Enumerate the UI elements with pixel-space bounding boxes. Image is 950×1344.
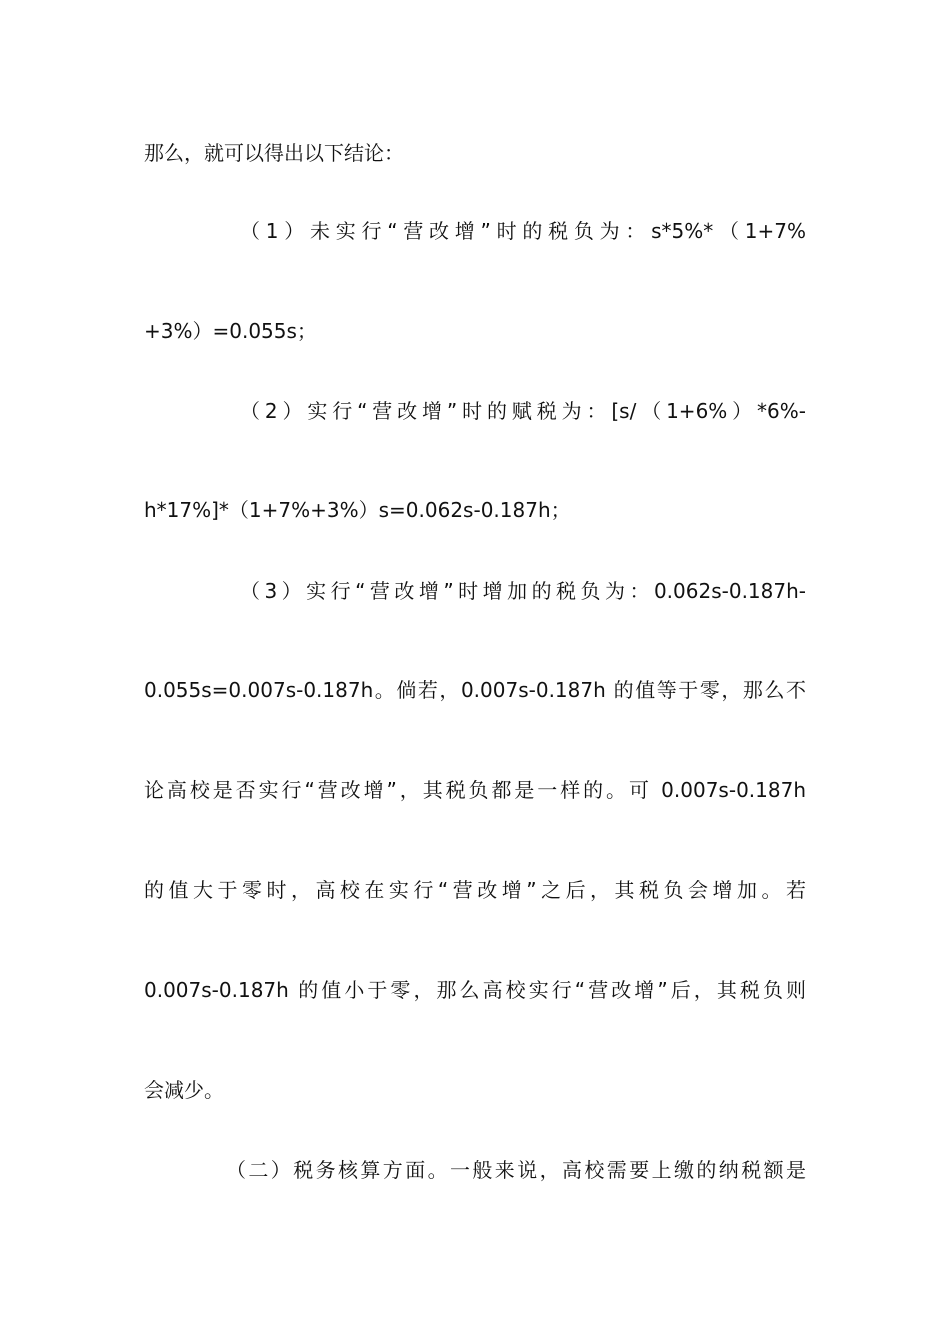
paragraph-line-2: （1）未实行“营改增”时的税负为：s*5%*（1+7% [240,219,806,243]
paragraph-line-10: 0.007s-0.187h 的值小于零，那么高校实行“营改增”后，其税负则 [144,978,806,1002]
paragraph-line-6: （3）实行“营改增”时增加的税负为：0.062s-0.187h- [240,579,806,603]
paragraph-line-9: 的值大于零时，高校在实行“营改增”之后，其税负会增加。若 [144,878,806,902]
paragraph-line-4: （2）实行“营改增”时的赋税为：[s/（1+6%）*6%- [240,399,806,423]
paragraph-line-3: +3%）=0.055s； [144,319,317,343]
paragraph-line-5: h*17%]*（1+7%+3%）s=0.062s-0.187h； [144,498,571,522]
paragraph-line-1: 那么，就可以得出以下结论： [144,141,404,165]
paragraph-line-12: （二）税务核算方面。一般来说，高校需要上缴的纳税额是 [226,1158,806,1182]
paragraph-line-7: 0.055s=0.007s-0.187h。倘若，0.007s-0.187h 的值等于零，那么不 [144,678,806,702]
paragraph-line-8: 论高校是否实行“营改增”，其税负都是一样的。可 0.007s-0.187h [144,778,806,802]
paragraph-line-11: 会减少。 [144,1078,224,1102]
